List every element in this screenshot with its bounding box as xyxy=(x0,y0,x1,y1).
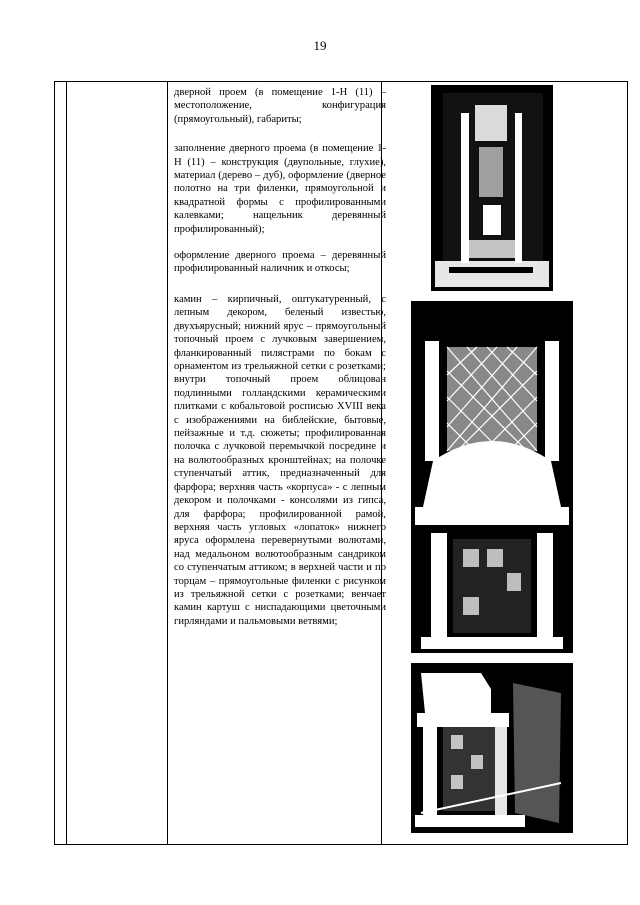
column-divider xyxy=(66,82,67,844)
column-divider xyxy=(167,82,168,844)
door-location-text: дверной проем (в помещение 1-Н (11) – местоположение, конфигурация (прямоугольный), габариты; xyxy=(174,87,386,125)
description-column xyxy=(174,86,386,276)
fireplace-text: камин – кирпичный, оштукатуренный, с лепным декором, беленый известью, двухъярусный; нижний ярус – прямоугольный топочный проем с лучковым завершением, фланкированный пилястрами по бокам с орнаментом из трельяжной сетки с розетками; внутри топочный проем облицован подлинными голландскими керамическими плитками с кобальтовой росписью XVIII века с изображениями на библейские, бытовые, пейзажные и т.д. сюжеты; профилированная полочка с лучковой перемычкой посредине и на волютообразных кронштейнах; на полочке ступенчатый аттик, предназначенный для фарфора; верхняя часть «корпуса» - с лепным декором и полочками - консолями из гипса, для фарфора; профилированной рамой, верхняя часть угловых «лопаток» нижнего яруса оформлена перевернутыми волютами, над медальоном волютообразным сандриком со ступенчатым аттиком; в верхней части и по торцам – прямоугольные филенки с рисунком из трельяжной сетки с розетками; венчает камин картуш с ниспадающими цветочными гирляндами и пальмовыми ветвями; xyxy=(174,294,386,627)
doorway-photo xyxy=(431,85,553,291)
door-fill-text: заполнение дверного проема (в помещение 1-Н (11) – конструкция (двупольные, глухие), материал (дерево – дуб), оформление (дверное полотно на три филенки, прямоугольной и квадратной формы с профилированными калевками; нащельник деревянный профилированный); xyxy=(174,143,386,235)
fireplace-detail-photo xyxy=(411,663,573,833)
page-number: 19 xyxy=(313,38,327,53)
fireplace-front-photo xyxy=(411,301,573,653)
door-trim-text: оформление дверного проема – деревянный профилированный наличник и откосы; xyxy=(174,250,386,275)
fireplace-description xyxy=(174,293,386,628)
register-table xyxy=(54,81,628,845)
